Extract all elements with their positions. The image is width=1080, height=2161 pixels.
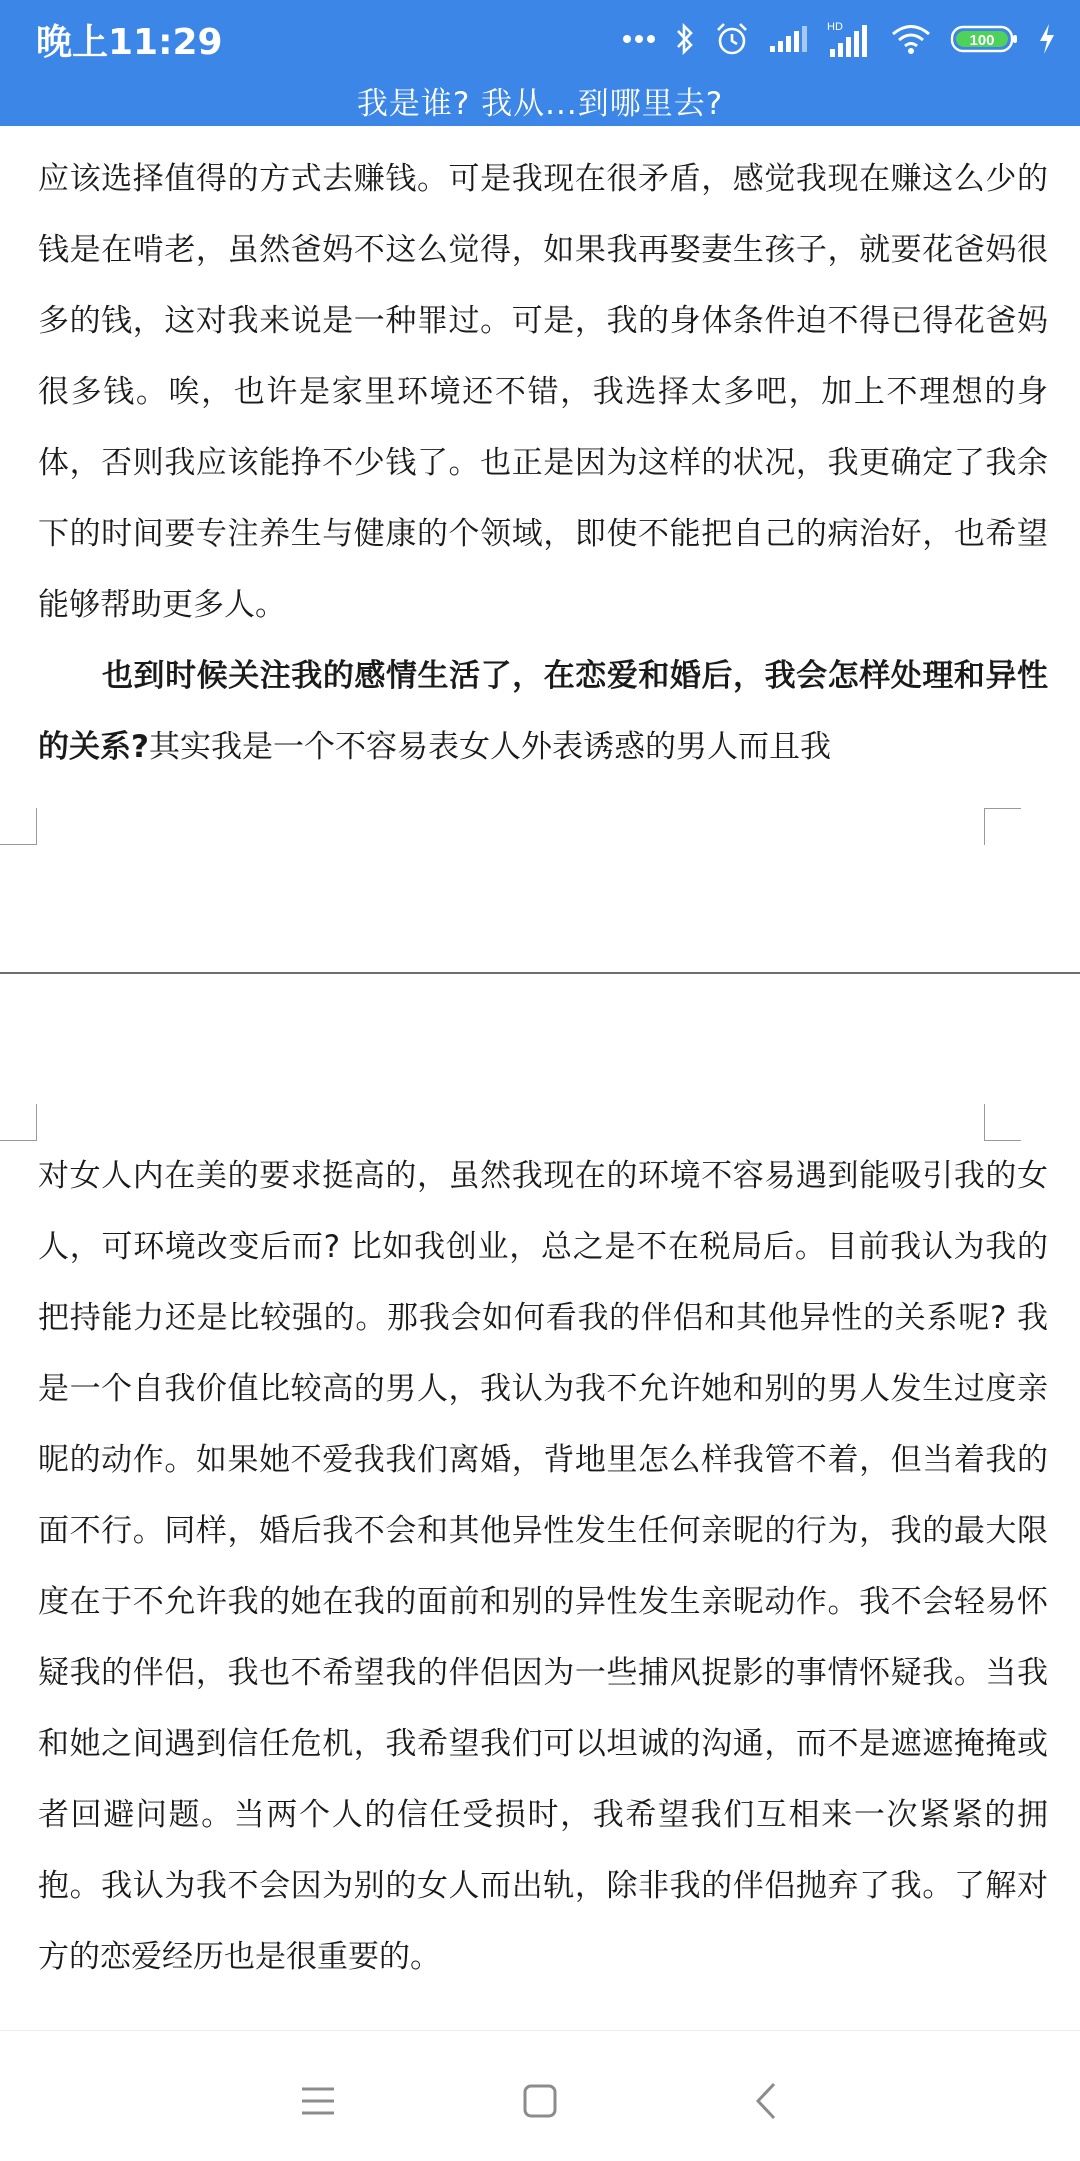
hd-label: HD — [827, 21, 843, 33]
navigation-bar — [0, 2030, 1080, 2161]
page-corner-mark — [984, 1104, 1021, 1141]
paragraph: 对女人内在美的要求挺高的，虽然我现在的环境不容易遇到能吸引我的女人，可环境改变后而? 比如我创业，总之是不在税局后。目前我认为我的把持能力还是比较强的。那我会如何看我的伴侣和其他异性的关系呢? 我是一个自我价值比较高的男人，我认为我不允许她和别的男人发生过度亲昵的动作。如果她不爱我我们离婚，背地里怎么样我管不着，但当着我的面不行。同样，婚后我不会和其他异性发生任何亲昵的行为，我的最大限度在于不允许我的她在我的面前和别的异性发生亲昵动作。我不会轻易怀疑我的伴侣，我也不希望我的伴侣因为一些捕风捉影的事情怀疑我。当我和她之间遇到信任危机，我希望我们可以坦诚的沟通，而不是遮遮掩掩或者回避问题。当两个人的信任受损时，我希望我们互相来一次紧紧的拥抱。我认为我不会因为别的女人而出轨，除非我的伴侣抛弃了我。了解对方的恋爱经历也是很重要的。 — [38, 1158, 1048, 1975]
paragraph — [38, 641, 1048, 783]
paragraph-text: 其实我是一个不容易表女人外表诱惑的男人而且我 — [148, 729, 831, 765]
wifi-icon — [890, 23, 932, 55]
status-icons — [622, 14, 1056, 64]
document-page-1 — [38, 144, 1048, 783]
battery-icon — [950, 24, 1020, 54]
bluetooth-icon — [674, 21, 696, 57]
page-corner-mark — [984, 808, 1021, 845]
signal-icon — [768, 24, 808, 54]
back-icon — [754, 2082, 778, 2120]
status-time: 晚上11:29 — [36, 22, 223, 63]
top-bar — [0, 0, 1080, 126]
page-corner-mark — [0, 1104, 37, 1141]
more-dots-icon — [622, 34, 656, 44]
charging-icon — [1038, 23, 1056, 55]
menu-icon — [300, 2086, 336, 2116]
hd-signal-icon — [826, 19, 872, 59]
paragraph: 应该选择值得的方式去赚钱。可是我现在很矛盾，感觉我现在赚这么少的钱是在啃老，虽然爸妈不这么觉得，如果我再娶妻生孩子，就要花爸妈很多的钱，这对我来说是一种罪过。可是，我的身体条件迫不得已得花爸妈很多钱。唉，也许是家里环境还不错，我选择太多吧，加上不理想的身体，否则我应该能挣不少钱了。也正是因为这样的状况，我更确定了我余下的时间要专注养生与健康的个领域，即使不能把自己的病治好，也希望能够帮助更多人。 — [38, 161, 1048, 623]
alarm-icon — [714, 21, 750, 57]
back-button[interactable] — [736, 2071, 796, 2131]
battery-level: 100 — [969, 32, 995, 49]
bold-heading: 也到时候关注我的感情生活了，在恋爱和婚后，我会怎样处理和异性的关系? — [38, 658, 1048, 765]
menu-button[interactable] — [288, 2071, 348, 2131]
home-icon — [523, 2084, 557, 2118]
page-corner-mark — [0, 808, 37, 845]
page-separator — [0, 972, 1080, 974]
document-page-2 — [38, 1141, 1048, 1993]
home-button[interactable] — [510, 2071, 570, 2131]
document-title: 我是谁? 我从...到哪里去? — [356, 86, 724, 122]
